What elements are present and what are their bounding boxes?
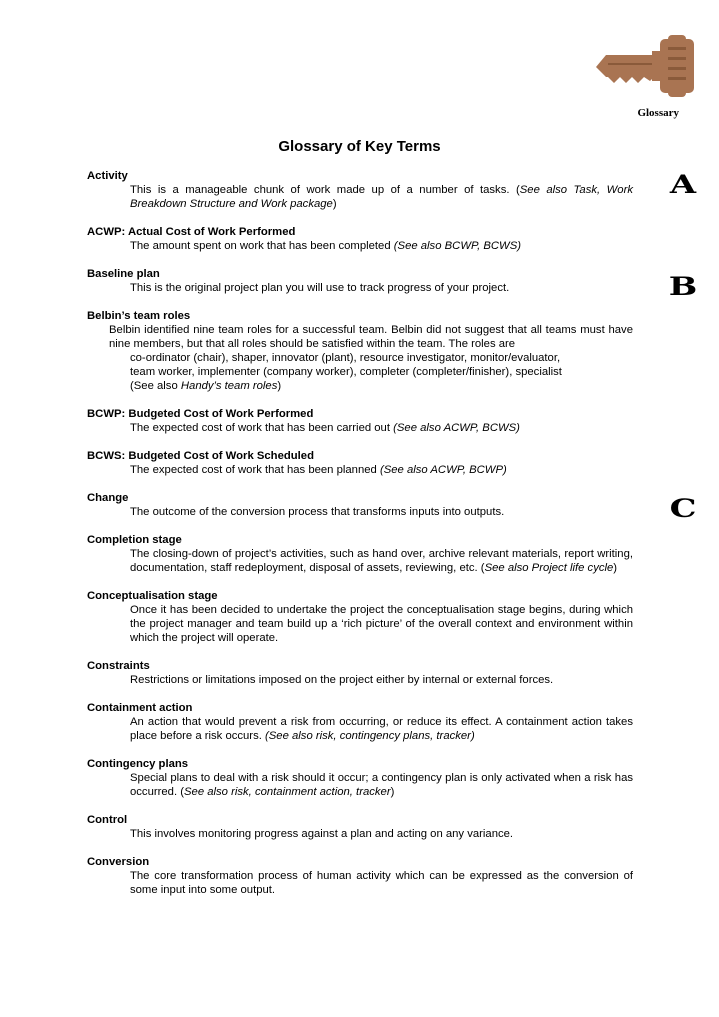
glossary-definition: Belbin identified nine team roles for a successful team. Belbin did not suggest that all teams must have nine members, but that all roles should be satisfied within the team. The roles are [109, 324, 633, 350]
glossary-role-line: team worker, implementer (company worker), completer (completer/finisher), specialist [130, 366, 562, 378]
glossary-entry-bcws [87, 449, 633, 477]
glossary-term: Control [87, 814, 128, 826]
glossary-definition: This is the original project plan you will use to track progress of your project. [130, 282, 510, 294]
glossary-entry-conceptualisation-stage [87, 589, 633, 645]
glossary-entry-activity [87, 169, 633, 211]
glossary-definition: The closing-down of project’s activities, such as hand over, archive relevant materials, report writing, documentation, staff redeployment, disposal of assets, reviewing, etc. (See also Project life cycle) [130, 548, 633, 574]
glossary-entry-completion-stage [87, 533, 633, 575]
glossary-definition: Restrictions or limitations imposed on the project either by internal or external forces. [130, 674, 554, 686]
glossary-list [87, 169, 633, 911]
glossary-term: Activity [87, 170, 128, 182]
glossary-term: Belbin’s team roles [87, 310, 191, 322]
key-icon [594, 33, 708, 99]
glossary-role-line: co-ordinator (chair), shaper, innovator (plant), resource investigator, monitor/evaluator, [130, 352, 561, 364]
glossary-definition: The expected cost of work that has been planned (See also ACWP, BCWP) [130, 464, 507, 476]
letter-marker-b: B [668, 272, 698, 301]
glossary-term: Conversion [87, 856, 150, 868]
glossary-entry-conversion [87, 855, 633, 897]
glossary-term: Baseline plan [87, 268, 160, 280]
glossary-definition: This is a manageable chunk of work made up of a number of tasks. (See also Task, Work Breakdown Structure and Work package) [130, 184, 633, 210]
glossary-term: Constraints [87, 660, 150, 672]
glossary-definition: The core transformation process of human activity which can be expressed as the conversion of some input into some output. [130, 870, 633, 896]
glossary-term: Contingency plans [87, 758, 189, 770]
page-title: Glossary of Key Terms [278, 138, 441, 155]
glossary-definition: The outcome of the conversion process that transforms inputs into outputs. [130, 506, 505, 518]
glossary-definition: Once it has been decided to undertake the project the conceptualisation stage begins, during which the project manager and team build up a ‘rich picture’ of the overall context and environment within which the project will operate. [130, 604, 633, 644]
glossary-entry-change [87, 491, 633, 519]
glossary-entry-containment-action [87, 701, 633, 743]
glossary-term: BCWS: Budgeted Cost of Work Scheduled [87, 450, 314, 462]
glossary-term: Change [87, 492, 129, 504]
letter-marker-a: A [669, 170, 697, 199]
glossary-entry-belbin-team-roles [87, 309, 633, 393]
letter-marker-c: C [669, 494, 697, 523]
glossary-definition: This involves monitoring progress against a plan and acting on any variance. [130, 828, 514, 840]
glossary-entry-baseline-plan [87, 267, 633, 295]
glossary-term: Conceptualisation stage [87, 590, 218, 602]
section-label: Glossary [637, 107, 679, 119]
glossary-term: Containment action [87, 702, 193, 714]
glossary-entry-control [87, 813, 633, 841]
glossary-see-also: (See also Handy’s team roles) [130, 380, 282, 392]
glossary-definition: The expected cost of work that has been carried out (See also ACWP, BCWS) [130, 422, 520, 434]
glossary-definition: An action that would prevent a risk from occurring, or reduce its effect. A containment action takes place before a risk occurs. (See also risk, contingency plans, tracker) [130, 716, 633, 742]
glossary-definition: The amount spent on work that has been completed (See also BCWP, BCWS) [130, 240, 521, 252]
glossary-entry-acwp [87, 225, 633, 253]
glossary-entry-contingency-plans [87, 757, 633, 799]
glossary-term: Completion stage [87, 534, 182, 546]
glossary-term: BCWP: Budgeted Cost of Work Performed [87, 408, 314, 420]
glossary-term: ACWP: Actual Cost of Work Performed [87, 226, 296, 238]
glossary-entry-bcwp [87, 407, 633, 435]
glossary-entry-constraints [87, 659, 633, 687]
glossary-definition: Special plans to deal with a risk should it occur; a contingency plan is only activated when a risk has occurred. (See also risk, containment action, tracker) [130, 772, 633, 798]
